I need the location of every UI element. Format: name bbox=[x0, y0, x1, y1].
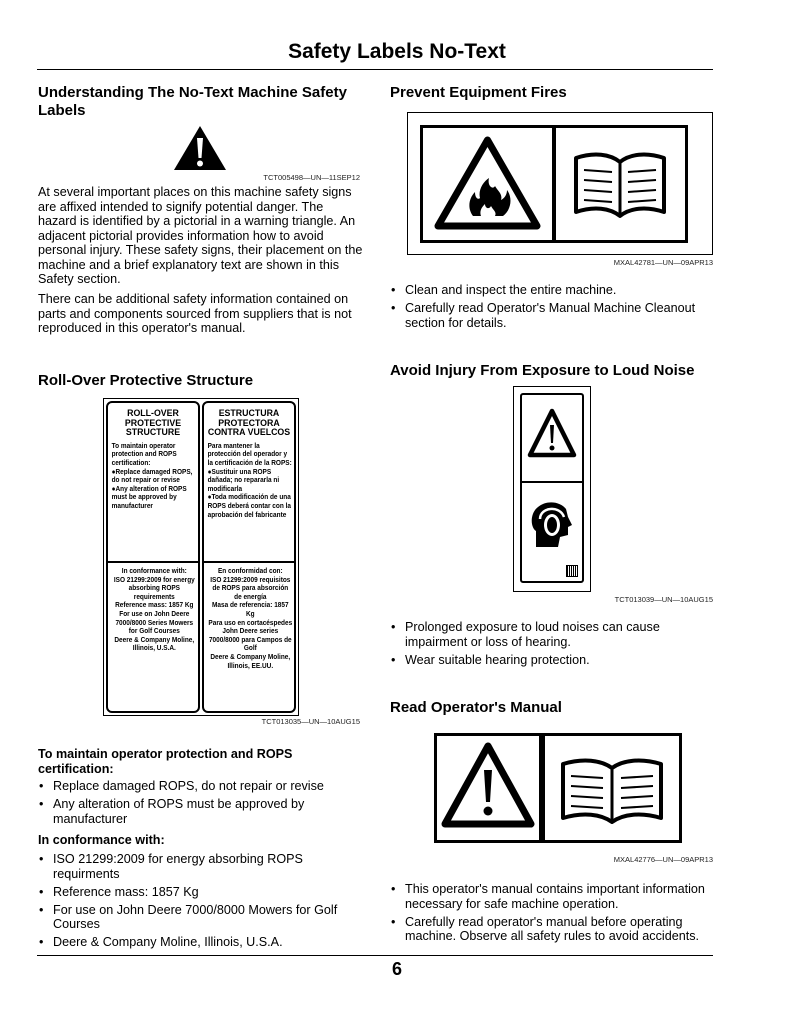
list-item: • For use on John Deere 7000/8000 Mowers for Golf Courses bbox=[38, 903, 358, 932]
fires-heading: Prevent Equipment Fires bbox=[390, 84, 567, 101]
rops-label-image bbox=[103, 398, 299, 716]
rops-label-en-body: To maintain operator protection and ROPS certification: ●Replace damaged ROPS, do not repair or revise ●Any alteration of ROPS must be approved by manufacturer bbox=[111, 440, 193, 510]
page-title: Safety Labels No-Text bbox=[288, 40, 506, 63]
fire-hazard-panel bbox=[420, 125, 555, 243]
label-barcode-icon bbox=[566, 565, 578, 577]
noise-heading: Avoid Injury From Exposure to Loud Noise bbox=[390, 362, 695, 379]
open-book-icon bbox=[556, 128, 685, 240]
rops-image-code: TCT013035—UN—10AUG15 bbox=[261, 717, 360, 726]
list-item: • Any alteration of ROPS must be approved by manufacturer bbox=[38, 797, 358, 826]
understanding-image-code: TCT005498—UN—11SEP12 bbox=[263, 173, 360, 182]
rops-heading: Roll-Over Protective Structure bbox=[38, 372, 254, 389]
warning-triangle-icon bbox=[172, 124, 228, 172]
fires-list bbox=[390, 283, 710, 334]
page-number: 6 bbox=[391, 959, 402, 979]
manual-heading: Read Operator's Manual bbox=[390, 699, 562, 716]
rops-label-es-body: Para mantener la protección del operador y la certificación de la ROPS: ●Sustituir una ROPS dañada; no repararla ni modificarla ●Toda modificación de una ROPS deberá contar con la aprobación del fabricante bbox=[207, 440, 292, 519]
list-item: • Clean and inspect the entire machine. bbox=[390, 283, 710, 298]
manual-read-panel bbox=[542, 733, 682, 843]
read-manual-panel bbox=[553, 125, 688, 243]
warning-triangle-icon bbox=[526, 405, 578, 465]
open-book-icon bbox=[545, 736, 679, 840]
rops-label-es-conformance: En conformidad con: ISO 21299:2009 requisitos de ROPS para absorción de energía Masa de referencia: 1857 Kg Para uso en cortacéspedes John Deere series 7000/8000 para Campos de Golf Deere & Company Moline, Illinois, EE.UU. bbox=[208, 566, 293, 670]
rops-label-english bbox=[106, 401, 200, 713]
manual-image-code: MXAL42776—UN—09APR13 bbox=[613, 855, 713, 864]
rops-label-es-divider bbox=[204, 561, 294, 563]
manual-label-image bbox=[434, 733, 682, 843]
rops-maintain-list bbox=[38, 779, 358, 830]
noise-label-frame bbox=[520, 393, 584, 583]
noise-image-code: TCT013039—UN—10AUG15 bbox=[614, 595, 713, 604]
rops-conformance-list bbox=[38, 852, 358, 953]
title-rule bbox=[37, 69, 713, 70]
noise-label-image bbox=[513, 386, 591, 592]
list-item: • Prolonged exposure to loud noises can cause impairment or loss of hearing. bbox=[390, 620, 710, 649]
fires-image-code: MXAL42781—UN—09APR13 bbox=[613, 258, 713, 267]
rops-label-en-conformance: In conformance with: ISO 21299:2009 for energy absorbing ROPS requirements Reference mass: 1857 Kg For use on John Deere 7000/8000 Series Mowers for Golf Courses Deere & Company Moline, Illinois, U.S.A. bbox=[113, 566, 195, 653]
list-item: • Deere & Company Moline, Illinois, U.S.A. bbox=[38, 935, 358, 950]
list-item: • Reference mass: 1857 Kg bbox=[38, 885, 358, 900]
understanding-para-2: There can be additional safety information contained on parts and components sourced from suppliers that is not reproduced in this operator's manual. bbox=[38, 292, 352, 335]
list-item: • This operator's manual contains important information necessary for safe machine operation. bbox=[390, 882, 715, 911]
list-item: • Wear suitable hearing protection. bbox=[390, 653, 710, 668]
list-item: • Carefully read operator's manual before operating machine. Observe all safety rules to avoid accidents. bbox=[390, 915, 715, 944]
footer-rule bbox=[37, 955, 713, 956]
hearing-protection-icon bbox=[524, 497, 580, 553]
list-item: • Carefully read Operator's Manual Machine Cleanout section for details. bbox=[390, 301, 710, 330]
noise-label-divider bbox=[522, 481, 582, 483]
fire-label-image bbox=[407, 112, 713, 255]
rops-label-spanish bbox=[202, 401, 296, 713]
fire-warning-icon bbox=[423, 128, 552, 240]
noise-list bbox=[390, 620, 710, 671]
understanding-para-1: At several important places on this machine safety signs are affixed intended to signify potential danger. The hazard is identified by a pictorial in a warning triangle. An adjacent pictorial provides information how to avoid personal injury. These safety signs, their placement on the machine and a brief explanatory text are shown in this Safety section. bbox=[38, 185, 363, 286]
manual-list bbox=[390, 882, 715, 947]
warning-triangle-icon bbox=[437, 736, 539, 840]
understanding-heading: Understanding The No-Text Machine Safety Labels bbox=[38, 84, 347, 119]
rops-maintain-heading: To maintain operator protection and ROPS certification: bbox=[38, 747, 293, 776]
rops-conformance-heading: In conformance with: bbox=[38, 833, 165, 847]
manual-hazard-panel bbox=[434, 733, 542, 843]
list-item: • ISO 21299:2009 for energy absorbing ROPS requirments bbox=[38, 852, 358, 881]
rops-label-es-title: ESTRUCTURA PROTECTORA CONTRA VUELCOS bbox=[207, 408, 291, 438]
list-item: • Replace damaged ROPS, do not repair or revise bbox=[38, 779, 358, 794]
rops-label-en-title: ROLL-OVER PROTECTIVE STRUCTURE bbox=[124, 408, 182, 438]
rops-label-en-divider bbox=[108, 561, 198, 563]
